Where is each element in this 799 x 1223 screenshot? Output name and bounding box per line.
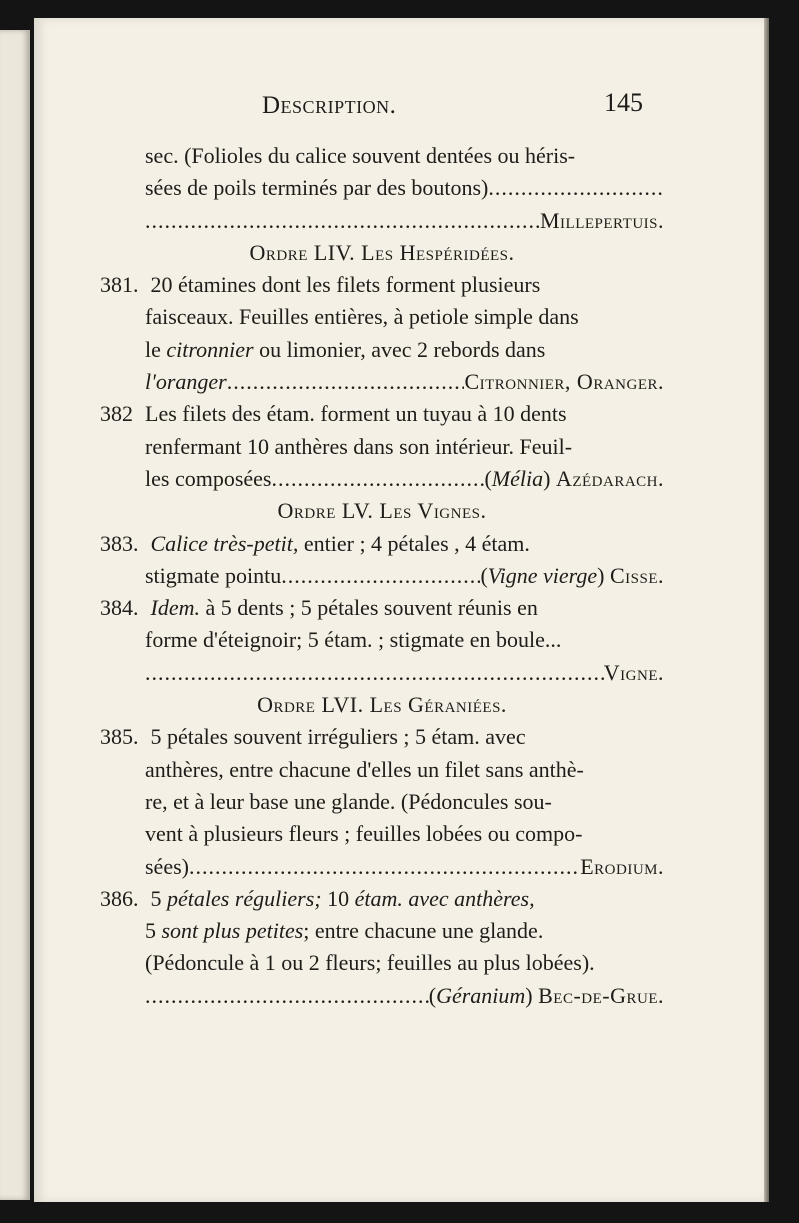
italic-term: citronnier <box>166 336 254 362</box>
line-text: 5 pétales souvent irréguliers ; 5 étam. avec <box>150 724 526 750</box>
entry-385-line-1 <box>100 721 664 753</box>
paren: ( <box>484 465 492 491</box>
plant-name: Erodium. <box>580 853 664 879</box>
entry-381-line-2 <box>100 301 664 333</box>
paren: ) <box>597 562 605 588</box>
plant-name: Bec-de-Grue. <box>538 982 664 1008</box>
line-text: le <box>145 336 161 362</box>
entry-381-line-4 <box>100 366 664 398</box>
entry-384-line-1 <box>100 592 664 624</box>
entry-382-line-1 <box>100 398 664 430</box>
entry-386-line-1 <box>100 883 664 915</box>
entry-number: 386. <box>100 885 139 911</box>
previous-page-edge <box>0 30 30 1200</box>
page-edge-shadow <box>764 18 769 1202</box>
order-heading-lv <box>100 495 664 527</box>
entry-385-line-5 <box>100 851 664 883</box>
line-text: à 5 dents ; 5 pétales souvent réunis en <box>205 595 538 621</box>
dot-leader <box>145 205 540 237</box>
plant-name: Millepertuis. <box>540 207 664 233</box>
line-text: ; entre chacune une glande. <box>303 918 544 944</box>
entry-384-line-3 <box>100 657 664 689</box>
page-number: 145 <box>604 88 643 117</box>
line-text: faisceaux. Feuilles entières, à petiole simple dans <box>145 304 579 330</box>
order-heading-lvi <box>100 689 664 721</box>
plant-name: Cisse. <box>609 562 664 588</box>
entry-381-line-3 <box>100 334 664 366</box>
entry-383-line-1 <box>100 528 664 560</box>
text-line-3 <box>100 205 664 237</box>
page-text <box>100 140 664 1012</box>
text-line-1 <box>100 140 664 172</box>
line-text: sées de poils terminés par des boutons) <box>145 175 489 201</box>
dot-leader <box>145 980 429 1012</box>
entry-number: 385. <box>100 724 139 750</box>
dot-leader <box>227 366 465 398</box>
entry-number: 382 <box>100 401 133 427</box>
paren: ) <box>543 465 551 491</box>
plant-name: Vigne. <box>603 659 664 685</box>
entry-385-line-4 <box>100 818 664 850</box>
italic-term: Idem. <box>150 595 200 621</box>
plant-name: Azédarach. <box>555 465 664 491</box>
line-text: 20 étamines dont les filets forment plusieurs <box>150 272 541 298</box>
italic-term: sont plus petites <box>161 918 304 944</box>
italic-term: l'oranger <box>145 369 227 395</box>
line-text: renfermant 10 anthères dans son intérieur. Feuil- <box>145 433 573 459</box>
plant-name: Citronnier, Oranger. <box>464 369 664 395</box>
dot-leader <box>488 172 664 204</box>
italic-term: étam. avec anthères, <box>354 885 535 911</box>
entry-385-line-3 <box>100 786 664 818</box>
entry-number: 384. <box>100 595 139 621</box>
line-text: re, et à leur base une glande. (Pédoncules sou- <box>145 788 552 814</box>
italic-term: Mélia <box>491 465 544 491</box>
line-text: 5 <box>150 885 162 911</box>
line-text: les composées <box>145 465 272 491</box>
italic-term: Géranium <box>436 982 526 1008</box>
italic-term: pétales réguliers; <box>167 885 322 911</box>
entry-381-line-1 <box>100 269 664 301</box>
line-text: stigmate pointu <box>145 562 282 588</box>
paren: ) <box>525 982 533 1008</box>
line-text: 5 <box>145 918 156 944</box>
entry-number: 383. <box>100 530 139 556</box>
dot-leader <box>281 560 480 592</box>
line-text: anthères, entre chacune d'elles un filet sans anthè- <box>145 756 584 782</box>
paren: ( <box>428 982 437 1008</box>
line-text: forme d'éteignoir; 5 étam. ; stigmate en boule... <box>145 627 562 653</box>
italic-term: Vigne vierge <box>487 562 598 588</box>
line-text: 10 <box>327 885 350 911</box>
line-text: (Pédoncule à 1 ou 2 fleurs; feuilles au plus lobées). <box>145 950 595 976</box>
line-text: sec. (Folioles du calice souvent dentées ou héris- <box>145 143 576 168</box>
order-heading-liv <box>100 237 664 269</box>
entry-386-line-4 <box>100 980 664 1012</box>
order-heading-text: Ordre LIV. Les Hespéridées. <box>249 239 515 265</box>
order-heading-text: Ordre LVI. Les Géraniées. <box>257 692 507 718</box>
entry-number: 381. <box>100 272 139 298</box>
running-head: Description. <box>262 92 397 119</box>
entry-382-line-3 <box>100 463 664 495</box>
italic-term: Calice très-petit, <box>150 530 299 556</box>
entry-385-line-2 <box>100 754 664 786</box>
line-text: ou limonier, avec 2 rebords dans <box>259 336 546 362</box>
order-heading-text: Ordre LV. Les Vignes. <box>277 498 487 524</box>
dot-leader <box>189 851 580 883</box>
line-text: vent à plusieurs fleurs ; feuilles lobées ou compo- <box>145 821 583 847</box>
paren: ( <box>480 562 488 588</box>
entry-386-line-3 <box>100 947 664 979</box>
entry-384-line-2 <box>100 624 664 656</box>
line-text: entier ; 4 pétales , 4 étam. <box>303 530 530 556</box>
line-text: Les filets des étam. forment un tuyau à 10 dents <box>145 401 567 427</box>
entry-382-line-2 <box>100 431 664 463</box>
entry-383-line-2 <box>100 560 664 592</box>
text-line-2 <box>100 172 664 204</box>
entry-386-line-2 <box>100 915 664 947</box>
dot-leader <box>271 463 484 495</box>
dot-leader <box>145 657 604 689</box>
line-text: sées) <box>145 853 189 879</box>
